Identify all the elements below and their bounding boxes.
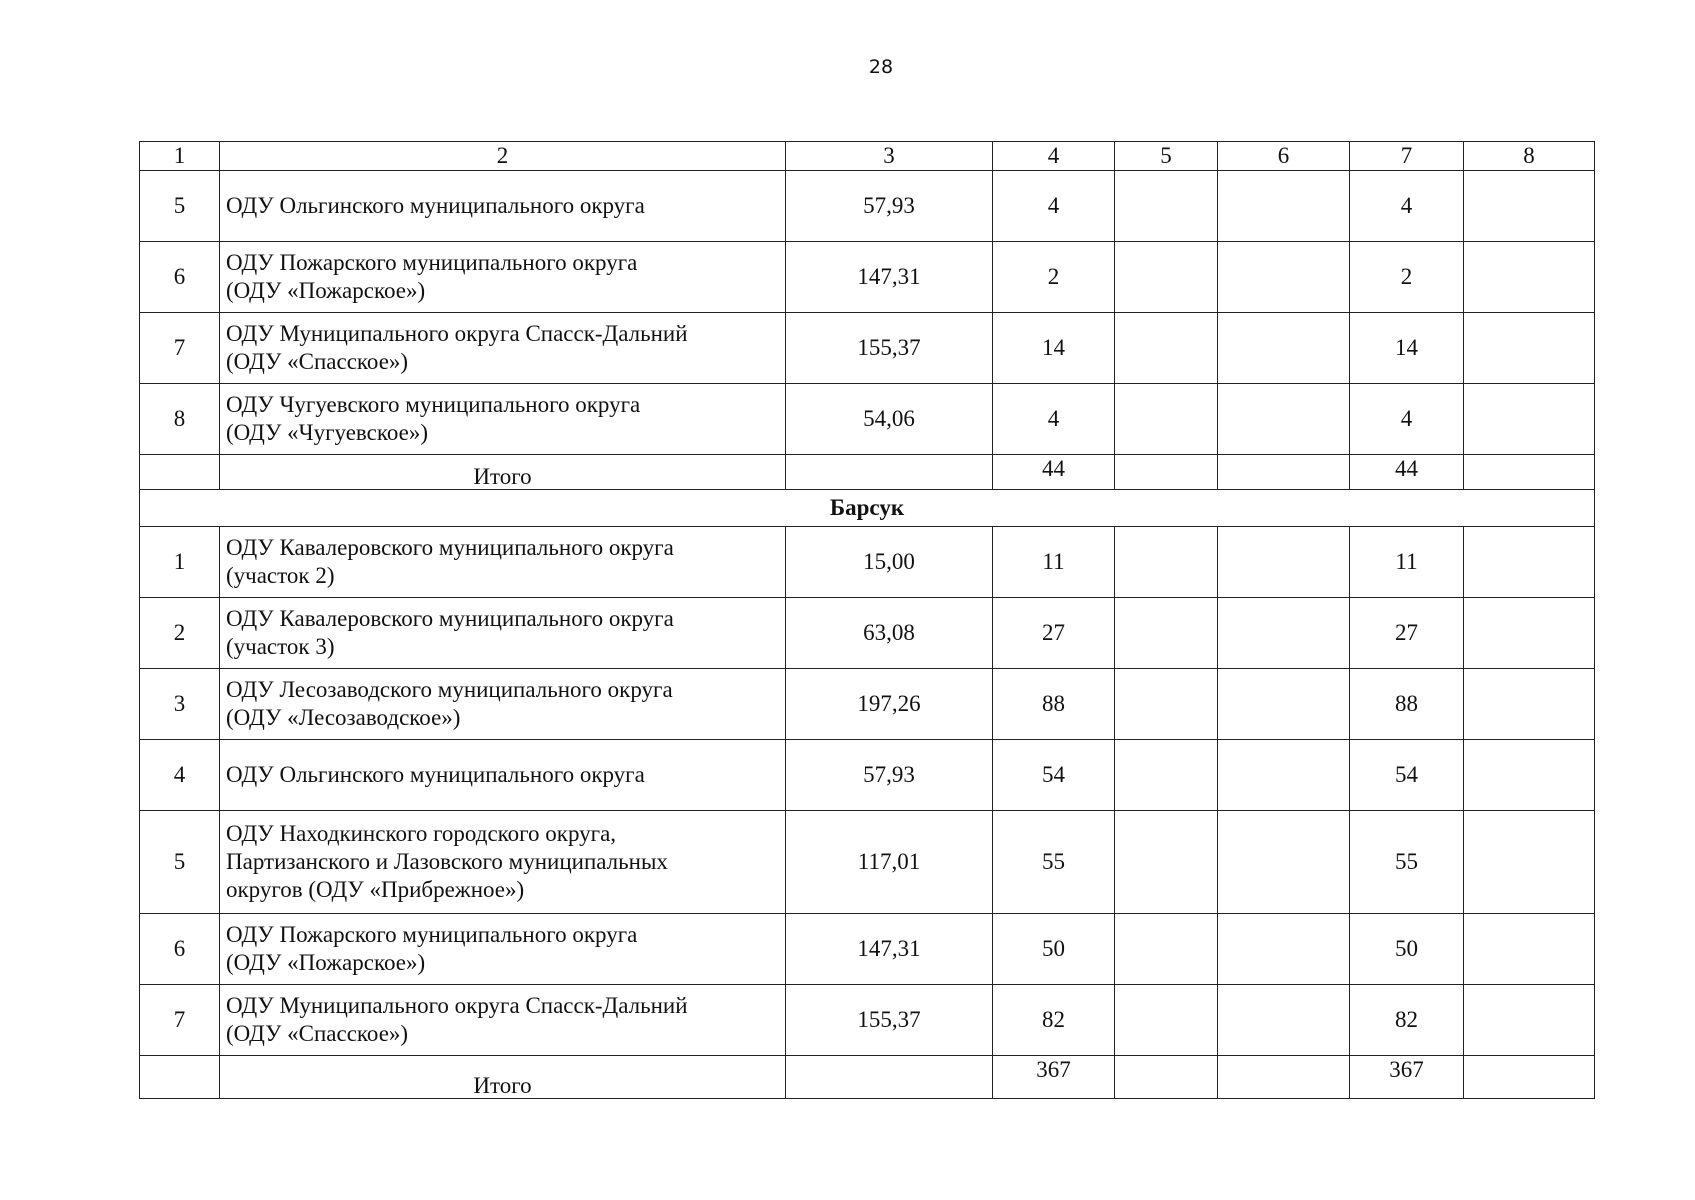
total-col-7: 44 <box>1350 455 1464 490</box>
header-cell-5: 5 <box>1115 142 1218 171</box>
total-row <box>140 1056 1595 1099</box>
col-5-value <box>1115 598 1218 669</box>
col-5-value <box>1115 740 1218 811</box>
header-cell-3: 3 <box>786 142 993 171</box>
header-cell-1: 1 <box>140 142 220 171</box>
table-row <box>140 811 1595 914</box>
area-size: 63,08 <box>786 598 993 669</box>
header-cell-6: 6 <box>1218 142 1350 171</box>
col-8-value <box>1464 985 1595 1056</box>
area-size: 155,37 <box>786 985 993 1056</box>
total-col-4: 44 <box>993 455 1115 490</box>
header-cell-7: 7 <box>1350 142 1464 171</box>
col-5-value <box>1115 527 1218 598</box>
col-6-value <box>1218 313 1350 384</box>
area-name: ОДУ Муниципального округа Спасск-Дальний (ОДУ «Спасское») <box>220 313 786 384</box>
row-number: 4 <box>140 740 220 811</box>
area-name: ОДУ Кавалеровского муниципального округа (участок 2) <box>220 527 786 598</box>
col-4-value: 50 <box>993 914 1115 985</box>
area-size: 57,93 <box>786 171 993 242</box>
row-number: 3 <box>140 669 220 740</box>
table-row <box>140 384 1595 455</box>
area-size: 15,00 <box>786 527 993 598</box>
row-number: 6 <box>140 242 220 313</box>
col-7-value: 55 <box>1350 811 1464 914</box>
col-8-value <box>1464 914 1595 985</box>
col-5-value <box>1115 242 1218 313</box>
page-number: 28 <box>868 56 894 78</box>
header-cell-2: 2 <box>220 142 786 171</box>
col-5-value <box>1115 384 1218 455</box>
total-label: Итого <box>220 455 786 490</box>
col-4-value: 88 <box>993 669 1115 740</box>
table-row <box>140 914 1595 985</box>
area-name: ОДУ Пожарского муниципального округа (ОДУ «Пожарское») <box>220 242 786 313</box>
area-size: 147,31 <box>786 242 993 313</box>
total-empty-cell <box>786 1056 993 1099</box>
col-4-value: 55 <box>993 811 1115 914</box>
col-6-value <box>1218 985 1350 1056</box>
col-5-value <box>1115 985 1218 1056</box>
area-size: 147,31 <box>786 914 993 985</box>
table-row <box>140 740 1595 811</box>
table-row <box>140 242 1595 313</box>
col-6-value <box>1218 914 1350 985</box>
area-size: 117,01 <box>786 811 993 914</box>
col-8-value <box>1464 313 1595 384</box>
table-body <box>140 142 1595 1099</box>
col-4-value: 14 <box>993 313 1115 384</box>
col-7-value: 14 <box>1350 313 1464 384</box>
col-4-value: 54 <box>993 740 1115 811</box>
col-5-value <box>1115 669 1218 740</box>
area-name: ОДУ Муниципального округа Спасск-Дальний (ОДУ «Спасское») <box>220 985 786 1056</box>
total-col-4: 367 <box>993 1056 1115 1099</box>
table-row <box>140 171 1595 242</box>
row-number: 5 <box>140 171 220 242</box>
col-7-value: 4 <box>1350 384 1464 455</box>
col-8-value <box>1464 669 1595 740</box>
area-name: ОДУ Находкинского городского округа, Партизанского и Лазовского муниципальных округов (ОДУ «Прибрежное») <box>220 811 786 914</box>
total-empty-cell <box>1464 1056 1595 1099</box>
table-row <box>140 985 1595 1056</box>
area-size: 155,37 <box>786 313 993 384</box>
total-empty-cell <box>1464 455 1595 490</box>
col-6-value <box>1218 740 1350 811</box>
row-number: 5 <box>140 811 220 914</box>
col-8-value <box>1464 242 1595 313</box>
total-empty-cell <box>786 455 993 490</box>
col-6-value <box>1218 242 1350 313</box>
col-7-value: 50 <box>1350 914 1464 985</box>
col-7-value: 2 <box>1350 242 1464 313</box>
total-col-7: 367 <box>1350 1056 1464 1099</box>
area-name: ОДУ Лесозаводского муниципального округа (ОДУ «Лесозаводское») <box>220 669 786 740</box>
col-5-value <box>1115 914 1218 985</box>
total-row <box>140 455 1595 490</box>
header-cell-8: 8 <box>1464 142 1595 171</box>
total-empty-cell <box>140 1056 220 1099</box>
total-empty-cell <box>1218 455 1350 490</box>
row-number: 7 <box>140 313 220 384</box>
col-8-value <box>1464 598 1595 669</box>
col-5-value <box>1115 313 1218 384</box>
row-number: 2 <box>140 598 220 669</box>
col-4-value: 4 <box>993 171 1115 242</box>
section-row <box>140 490 1595 527</box>
table-row <box>140 669 1595 740</box>
col-6-value <box>1218 811 1350 914</box>
row-number: 6 <box>140 914 220 985</box>
header-row <box>140 142 1595 171</box>
total-empty-cell <box>1218 1056 1350 1099</box>
col-8-value <box>1464 740 1595 811</box>
col-6-value <box>1218 527 1350 598</box>
area-size: 197,26 <box>786 669 993 740</box>
col-5-value <box>1115 171 1218 242</box>
area-name: ОДУ Ольгинского муниципального округа <box>220 171 786 242</box>
row-number: 7 <box>140 985 220 1056</box>
col-7-value: 27 <box>1350 598 1464 669</box>
col-7-value: 4 <box>1350 171 1464 242</box>
area-name: ОДУ Ольгинского муниципального округа <box>220 740 786 811</box>
total-empty-cell <box>140 455 220 490</box>
col-6-value <box>1218 669 1350 740</box>
col-6-value <box>1218 598 1350 669</box>
col-8-value <box>1464 527 1595 598</box>
area-size: 54,06 <box>786 384 993 455</box>
col-4-value: 27 <box>993 598 1115 669</box>
col-6-value <box>1218 171 1350 242</box>
col-7-value: 88 <box>1350 669 1464 740</box>
col-5-value <box>1115 811 1218 914</box>
col-4-value: 2 <box>993 242 1115 313</box>
col-4-value: 4 <box>993 384 1115 455</box>
area-name: ОДУ Пожарского муниципального округа (ОДУ «Пожарское») <box>220 914 786 985</box>
col-7-value: 54 <box>1350 740 1464 811</box>
hunting-quota-table <box>139 141 1595 1099</box>
area-name: ОДУ Чугуевского муниципального округа (ОДУ «Чугуевское») <box>220 384 786 455</box>
total-empty-cell <box>1115 455 1218 490</box>
col-7-value: 82 <box>1350 985 1464 1056</box>
area-size: 57,93 <box>786 740 993 811</box>
col-8-value <box>1464 171 1595 242</box>
col-7-value: 11 <box>1350 527 1464 598</box>
total-label: Итого <box>220 1056 786 1099</box>
table-row <box>140 313 1595 384</box>
row-number: 8 <box>140 384 220 455</box>
total-empty-cell <box>1115 1056 1218 1099</box>
col-8-value <box>1464 811 1595 914</box>
section-title: Барсук <box>140 490 1595 527</box>
row-number: 1 <box>140 527 220 598</box>
col-6-value <box>1218 384 1350 455</box>
col-4-value: 11 <box>993 527 1115 598</box>
header-cell-4: 4 <box>993 142 1115 171</box>
table-row <box>140 598 1595 669</box>
col-4-value: 82 <box>993 985 1115 1056</box>
table-row <box>140 527 1595 598</box>
col-8-value <box>1464 384 1595 455</box>
area-name: ОДУ Кавалеровского муниципального округа (участок 3) <box>220 598 786 669</box>
